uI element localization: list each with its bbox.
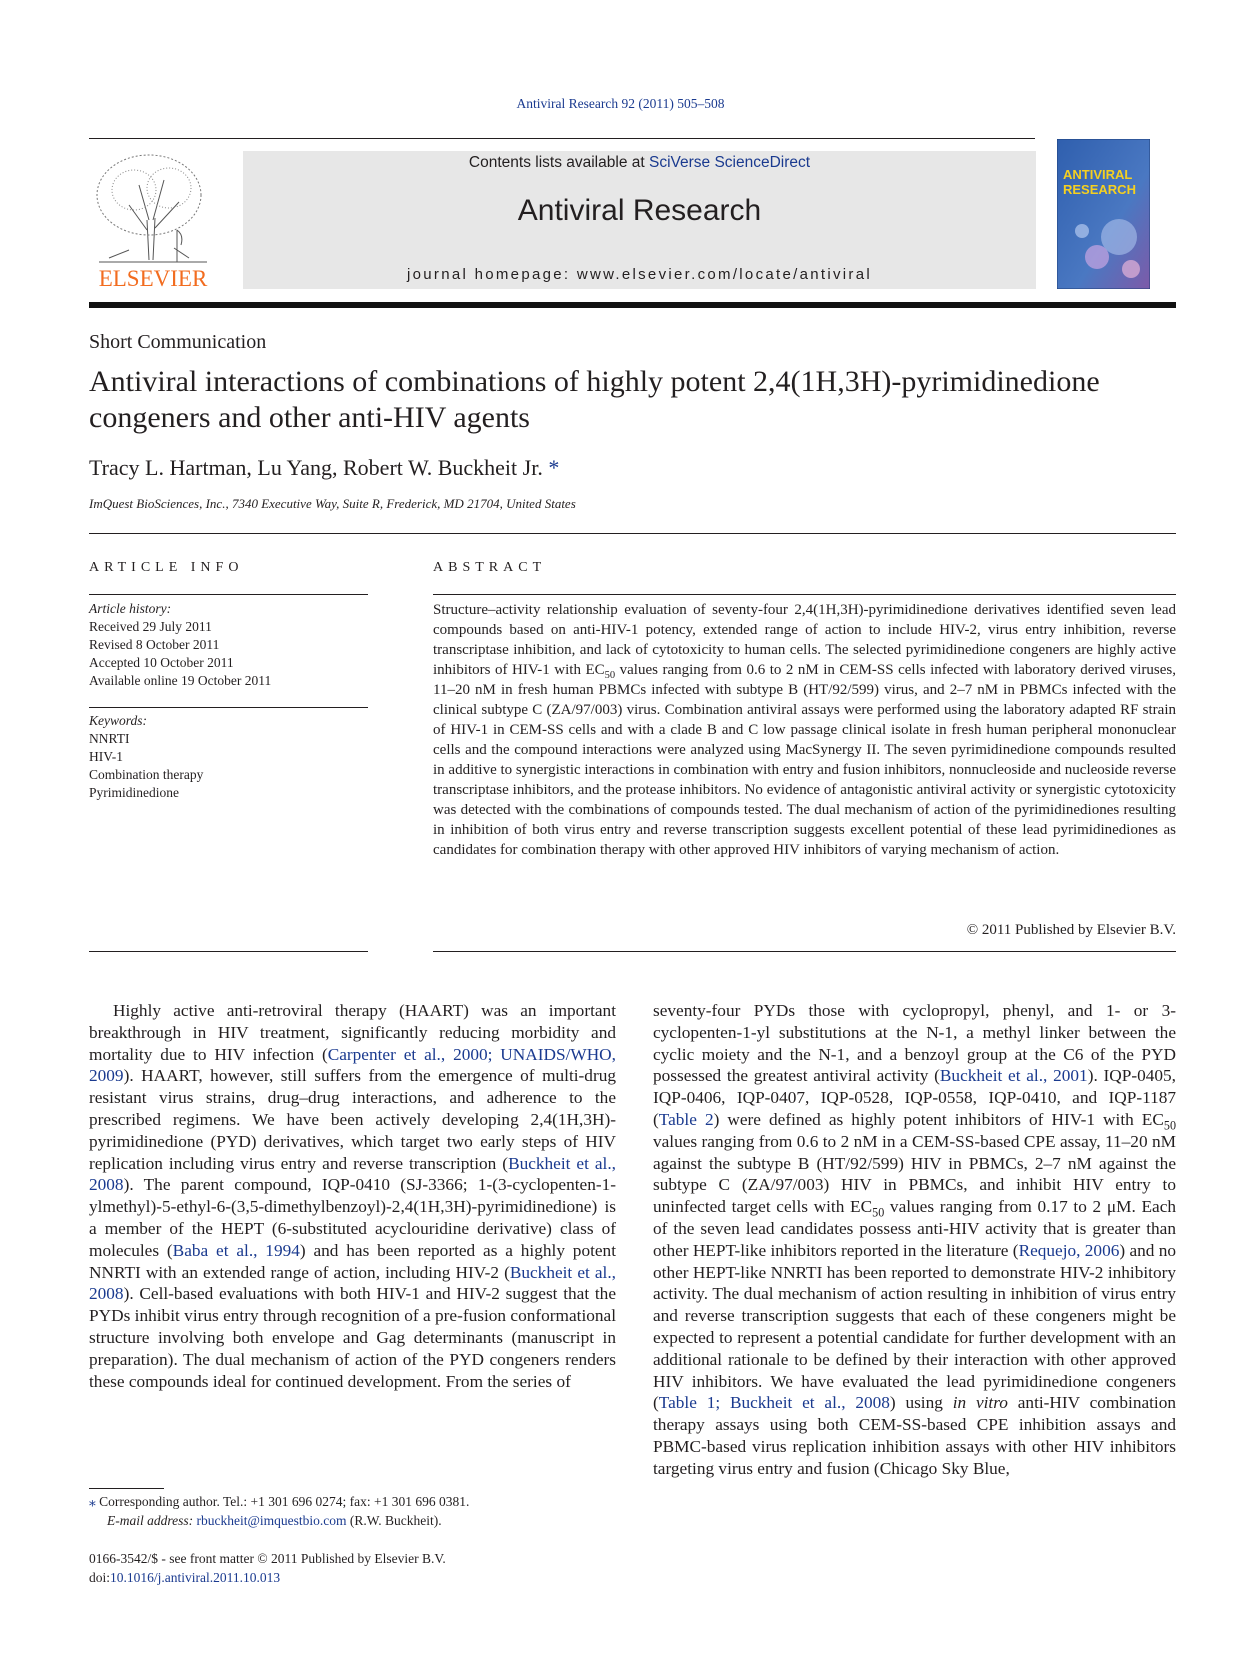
subscript: 50 — [604, 670, 616, 681]
journal-cover[interactable] — [1057, 139, 1150, 289]
elsevier-logo[interactable] — [89, 150, 217, 290]
abstract-part: Structure–activity relationship evaluation of seventy-four 2,4(1H,3H)-pyrimidinedione derivatives identified seven lead compounds based on anti-HIV-1 potency, extended range of action to include HIV-2, virus entry inhibition, reverse transcriptase inhibition, and lack of cytotoxicity to human cells. The selected pyrimidinedione congeners are highly active inhibitors of HIV-1 with EC — [433, 602, 1176, 678]
article-history — [89, 600, 271, 690]
citation-link[interactable]: Buckheit et al., 2008 — [89, 1153, 617, 1195]
citation-link[interactable]: Buckheit et al., 2001 — [939, 1066, 1088, 1086]
elsevier-tree-icon — [89, 150, 217, 290]
subscript: 50 — [1163, 1118, 1176, 1133]
footnote-mark[interactable]: ⁎ — [89, 1494, 96, 1509]
keywords — [89, 712, 203, 802]
citation-link[interactable]: Table 1; Buckheit et al., 2008 — [658, 1393, 890, 1413]
corresponding-author-mark[interactable]: * — [548, 455, 560, 480]
header-divider — [89, 302, 1176, 308]
body-text: anti-HIV combination therapy assays using both CEM-SS-based CPE inhibition assays and PBMC-based virus replication inhibition assays with other HIV inhibitors targeting virus entry and fusion (Chicago Sky Blue, — [653, 1393, 1177, 1478]
abstract-copyright: © 2011 Published by Elsevier B.V. — [966, 922, 1176, 938]
journal-reference[interactable]: Antiviral Research 92 (2011) 505–508 — [516, 96, 725, 111]
body-text: values ranging from 0.6 to 2 nM in a CEM-SS-based CPE assay, 11–20 nM against the subtype B (HT/92/599) HIV in PBMCs, 2–7 nM against the subtype C (ZA/97/003) HIV in PBMCs, and inhibit HIV entry to uninfected target cells with EC — [653, 1131, 1176, 1217]
cover-title-2: RESEARCH — [1063, 182, 1136, 197]
journal-cover-image — [1057, 139, 1150, 289]
article-authors — [89, 455, 559, 481]
body-paragraph — [653, 1000, 1176, 1480]
citation-link[interactable]: Buckheit et al., 2008 — [89, 1262, 616, 1304]
keyword: Pyrimidinedione — [89, 785, 179, 800]
abstract-heading: ABSTRACT — [433, 560, 547, 575]
sciencedirect-link[interactable]: SciVerse ScienceDirect — [648, 154, 811, 171]
citation-link[interactable]: Baba et al., 1994 — [172, 1240, 300, 1260]
footnote-divider — [89, 1488, 164, 1489]
divider — [89, 594, 368, 595]
history-received: Received 29 July 2011 — [89, 619, 212, 634]
journal-banner — [243, 151, 1036, 289]
body-text: ). The parent compound, IQP-0410 (SJ-3366; 1-(3-cyclopenten-1-ylmethyl)-5-ethyl-6-(3,5-dimethylbenzoyl)-2,4(1H,3H)-pyrimidinedione) is a member of the HEPT (6-substituted acyclouridine derivative) class of molecules ( — [89, 1175, 616, 1260]
history-online: Available online 19 October 2011 — [89, 673, 272, 688]
body-text: ) using — [889, 1393, 953, 1413]
subscript: 50 — [872, 1205, 885, 1220]
doi-line — [89, 1568, 446, 1587]
body-text: ). Cell-based evaluations with both HIV-1 and HIV-2 suggest that the PYDs inhibit virus entry through recognition of a pre-fusion conformational structure involving both envelope and Gag determinants (manuscript in preparation). The dual mechanism of action of the PYD congeners renders these compounds ideal for continued development. From the series of — [89, 1284, 616, 1391]
author-names: Tracy L. Hartman, Lu Yang, Robert W. Buckheit Jr. — [89, 455, 543, 480]
body-text: values ranging from 0.17 to 2 μM. Each of the seven lead candidates possess anti-HIV activity that is greater than other HEPT-like inhibitors reported in the literature ( — [653, 1197, 1176, 1260]
article-title: Antiviral interactions of combinations of highly potent 2,4(1H,3H)-pyrimidinedione congeners and other anti-HIV agents — [89, 365, 1100, 434]
table-link[interactable]: Table 2 — [658, 1109, 714, 1129]
affiliation: ImQuest BioSciences, Inc., 7340 Executive Way, Suite R, Frederick, MD 21704, United States — [89, 496, 576, 511]
keyword: HIV-1 — [89, 749, 124, 764]
email-link[interactable]: rbuckheit@imquestbio.com — [196, 1513, 347, 1528]
footnote — [89, 1492, 469, 1530]
article-info-heading: ARTICLE INFO — [89, 560, 244, 575]
abstract-text — [433, 600, 1176, 860]
issn-line: 0166-3542/$ - see front matter © 2011 Published by Elsevier B.V. — [89, 1551, 446, 1566]
doi-link[interactable]: 10.1016/j.antiviral.2011.10.013 — [110, 1570, 281, 1585]
divider — [89, 951, 368, 952]
body-text: Highly active anti-retroviral therapy (HAART) was an important breakthrough in HIV treatment, significantly reducing morbidity and mortality due to HIV infection ( — [89, 1001, 616, 1064]
contents-line — [243, 154, 1036, 172]
citation-link[interactable]: Carpenter et al., 2000; UNAIDS/WHO, 2009 — [89, 1044, 616, 1086]
body-column-left — [89, 1000, 616, 1392]
issn-block — [89, 1549, 446, 1587]
body-text: ) and has been reported as a highly potent NNRTI with an extended range of action, including HIV-2 ( — [89, 1240, 616, 1282]
divider — [433, 594, 1176, 595]
doi-prefix: doi: — [89, 1570, 111, 1585]
email-suffix: (R.W. Buckheit). — [346, 1513, 442, 1528]
body-emphasis: in vitro — [952, 1393, 1008, 1413]
footnote-corresponding — [89, 1492, 469, 1511]
body-text: ) were defined as highly potent inhibitors of HIV-1 with EC — [713, 1109, 1164, 1129]
footnote-email — [89, 1511, 469, 1530]
journal-homepage[interactable]: journal homepage: www.elsevier.com/locate/antiviral — [407, 266, 872, 283]
contents-prefix: Contents lists available at — [468, 154, 649, 171]
body-text: ) and no other HEPT-like NNRTI has been reported to demonstrate HIV-2 inhibitory activity. The dual mechanism of action resulting in inhibition of virus entry and reverse transcription suggests that each of these congeners might be expected to represent a potential candidate for further development with an additional rationale to be defined by their interaction with other approved HIV inhibitors. We have evaluated the lead pyrimidinedione congeners ( — [653, 1240, 1176, 1413]
body-text: ). IQP-0405, IQP-0406, IQP-0407, IQP-0528, IQP-0558, IQP-0410, and IQP-1187 ( — [653, 1066, 1176, 1129]
email-label: E-mail address: — [107, 1513, 194, 1528]
citation-link[interactable]: Requejo, 2006 — [1018, 1240, 1120, 1260]
divider — [89, 707, 368, 708]
keyword: NNRTI — [89, 731, 130, 746]
history-label: Article history: — [89, 601, 172, 616]
divider — [89, 138, 1035, 139]
body-text: ). HAART, however, still suffers from the emergence of multi-drug resistant virus strains, drug–drug interactions, and adherence to the prescribed regimens. We have been actively developing 2,4(1H,3H)-pyrimidinedione (PYD) derivatives, which target two early steps of HIV replication including virus entry and reverse transcription ( — [89, 1066, 616, 1173]
elsevier-wordmark: ELSEVIER — [98, 266, 208, 290]
keywords-label: Keywords: — [89, 713, 147, 728]
keyword: Combination therapy — [89, 767, 204, 782]
article-type: Short Communication — [89, 331, 267, 353]
cover-title-1: ANTIVIRAL — [1063, 167, 1133, 182]
history-accepted: Accepted 10 October 2011 — [89, 655, 234, 670]
body-column-right — [653, 1000, 1176, 1480]
history-revised: Revised 8 October 2011 — [89, 637, 220, 652]
footnote-text: Corresponding author. Tel.: +1 301 696 0274; fax: +1 301 696 0381. — [95, 1494, 470, 1509]
divider — [89, 533, 1176, 534]
journal-name: Antiviral Research — [517, 194, 762, 227]
divider — [433, 951, 1176, 952]
body-text: seventy-four PYDs those with cyclopropyl, phenyl, and 1- or 3-cyclopenten-1-yl substitutions at the N-1, a methyl linker between the cyclic moiety and the N-1, and a benzoyl group at the C6 of the PYD possessed the greatest antiviral activity ( — [653, 1001, 1176, 1086]
abstract-part: values ranging from 0.6 to 2 nM in CEM-SS cells infected with laboratory derived viruses, 11–20 nM in fresh human PBMCs infected with subtype B (HT/92/599) virus, and 2–7 nM in PBMCs infected with the clinical subtype C (ZA/97/003) virus. Combination antiviral assays were performed using the laboratory adapted RF strain of HIV-1 in CEM-SS cells and with a clade B and C low passage clinical isolate in fresh human peripheral mononuclear cells and the compound interactions were analyzed using MacSynergy II. The seven pyrimidinedione compounds resulted in additive to synergistic interactions in combination with entry and fusion inhibitors, nonnucleoside and nucleoside reverse transcriptase inhibitors, and the protease inhibitors. No evidence of antagonistic antiviral activity or synergistic cytotoxicity was detected with the combinations of compounds tested. The dual mechanism of action of the pyrimidinediones resulting in inhibition of both virus entry and reverse transcription suggests excellent potential of these lead pyrimidinediones as candidates for combination therapy with other approved HIV inhibitors of varying mechanism of action. — [433, 662, 1176, 858]
body-paragraph — [89, 1000, 616, 1392]
